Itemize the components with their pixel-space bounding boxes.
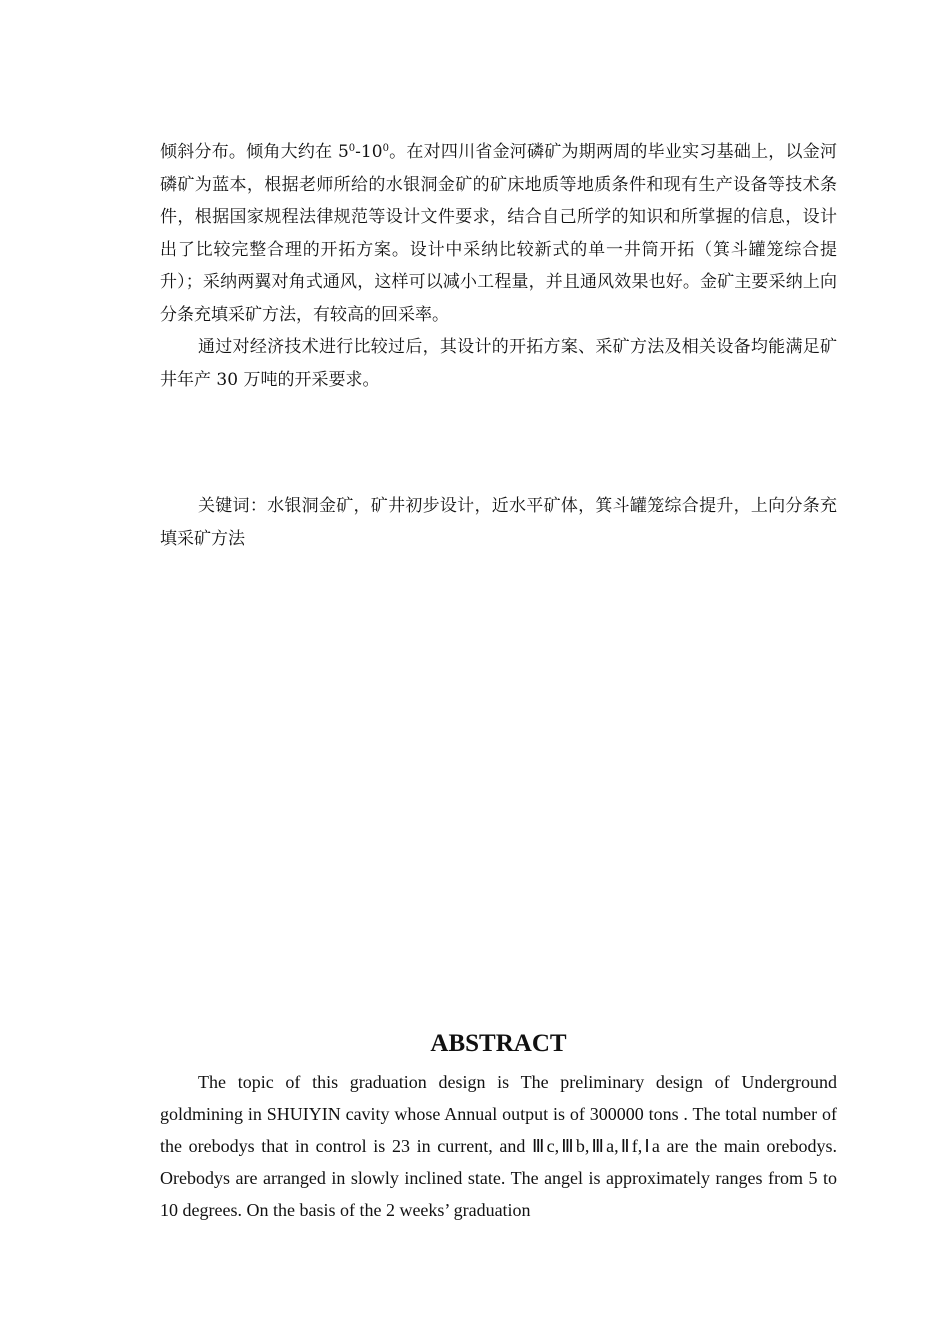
abstract-en-section [160, 1066, 837, 1226]
abstract-cn-section [160, 136, 837, 396]
text-run: 倾斜分布。倾角大约在 5 [160, 142, 349, 162]
keywords-paragraph [160, 490, 837, 555]
text-run: -10 [355, 142, 383, 162]
abstract-en-title: ABSTRACT [430, 1030, 567, 1057]
text-run: 。在对四川省金河磷矿为期两周的毕业实习基础上，以金河磷矿为蓝本，根据老师所给的水银洞金矿的矿床地质等地质条件和现有生产设备等技术条件，根据国家规程法律规范等设计文件要求，结合自己所学的知识和所掌握的信息，设计出了比较完整合理的开拓方案。设计中采纳比较新式的单一井筒开拓（箕斗罐笼综合提升）；采纳两翼对角式通风，这样可以减小工程量，并且通风效果也好。金矿主要采纳上向分条充填采矿方法，有较高的回采率。 [160, 142, 837, 325]
abstract-cn-paragraph-2: 通过对经济技术进行比较过后，其设计的开拓方案、采矿方法及相关设备均能满足矿井年产 30 万吨的开采要求。 [160, 337, 837, 390]
keywords-label: 关键词： [198, 496, 268, 516]
abstract-en-paragraph: The topic of this graduation design is The preliminary design of Underground goldmining in SHUIYIN cavity whose Annual output is of 300000 tons . The total number of the orebodys that in control is 23 in current, and Ⅲc,Ⅲb,Ⅲa,Ⅱf,Ⅰa are the main orebodys. Orebodys are arranged in slowly inclined state. The angel is approximately ranges from 5 to 10 degrees. On the basis of the 2 weeks’ graduation [160, 1072, 837, 1220]
superscript: 0 [348, 143, 356, 154]
abstract-cn-paragraph-1 [160, 136, 837, 331]
keywords-cn [160, 490, 837, 555]
superscript: 0 [382, 143, 389, 154]
keywords-text: 水银洞金矿，矿井初步设计，近水平矿体，箕斗罐笼综合提升，上向分条充填采矿方法 [160, 496, 838, 549]
